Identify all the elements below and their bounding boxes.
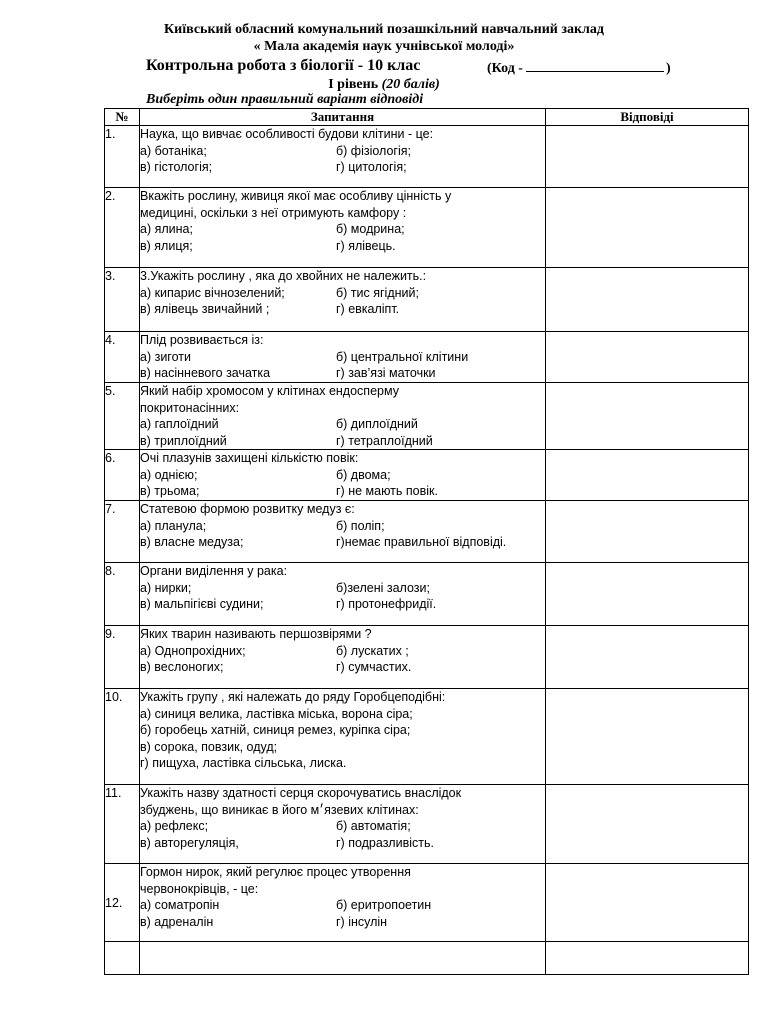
- question-cell: [140, 864, 546, 942]
- question-text: Який набір хромосом у клітинах ендосперму: [140, 384, 399, 398]
- answer-option: б) еритропоетин: [336, 898, 432, 912]
- answer-cell[interactable]: [546, 450, 749, 501]
- empty-number-cell: [105, 942, 140, 975]
- question-text: в) сорока, повзик, одуд;: [140, 739, 278, 754]
- question-cell: [140, 501, 546, 563]
- answer-option: в) насінневого зачатка: [140, 366, 271, 380]
- table-row: [105, 563, 749, 626]
- answer-cell[interactable]: [546, 332, 749, 383]
- answer-options-row: [140, 835, 545, 852]
- question-cell: [140, 626, 546, 689]
- question-cell: [140, 689, 546, 785]
- question-number: 11.: [105, 785, 140, 864]
- question-text: Укажіть групу , які належать до ряду Горобцеподібні:: [140, 690, 446, 704]
- question-number: 6.: [105, 450, 140, 501]
- answer-options-row: [140, 143, 545, 160]
- organization-name-line2: « Мала академія наук учнівської молоді»: [253, 39, 515, 54]
- answer-option: б) двома;: [336, 467, 391, 482]
- question-text: Укажіть назву здатності серця скорочуватись внаслідок: [140, 786, 462, 800]
- answer-option: б) диплоїдний: [336, 417, 418, 431]
- answer-cell[interactable]: [546, 563, 749, 626]
- answer-option: в) ялиця;: [140, 238, 193, 253]
- answer-option: а) ялина;: [140, 222, 193, 236]
- table-row: [105, 332, 749, 383]
- question-text: 3.Укажіть рослину , яка до хвойних не належить.:: [140, 269, 427, 283]
- table-row: [105, 126, 749, 188]
- answer-option: б) модрина;: [336, 222, 405, 236]
- question-text: Плід розвивається із:: [140, 333, 264, 347]
- code-field[interactable]: [487, 59, 671, 77]
- question-text: червонокрівців, - це:: [140, 881, 259, 896]
- level-line: [0, 77, 768, 93]
- level-label: І рівень: [328, 77, 379, 92]
- question-number: 2.: [105, 188, 140, 268]
- column-header-answer: Відповіді: [546, 109, 749, 126]
- answer-option: в) адреналін: [140, 914, 214, 929]
- answer-option: в) гістологія;: [140, 160, 213, 174]
- question-number: 4.: [105, 332, 140, 383]
- code-blank-line[interactable]: [526, 59, 664, 72]
- answer-options-row: [140, 659, 545, 676]
- answer-option: г) цитологія;: [336, 160, 407, 174]
- question-number: 12.: [105, 864, 140, 942]
- answer-option: в) мальпігієві судини;: [140, 597, 264, 611]
- table-row: [105, 268, 749, 332]
- answer-option: в) авторегуляція,: [140, 835, 239, 850]
- question-number: 1.: [105, 126, 140, 188]
- answer-option: б) фізіологія;: [336, 143, 412, 158]
- answer-options-row: [140, 643, 545, 660]
- answer-option: в) власне медуза;: [140, 535, 244, 549]
- answer-option: б)зелені залози;: [336, 580, 430, 595]
- answer-option: а) нирки;: [140, 580, 192, 595]
- empty-answer-cell[interactable]: [546, 942, 749, 975]
- table-row: [105, 689, 749, 785]
- level-points: (20 балів): [381, 77, 440, 92]
- answer-options-row: [140, 518, 545, 535]
- question-text: г) пищуха, ластівка сільська, лиска.: [140, 756, 347, 770]
- table-row: [105, 450, 749, 501]
- answer-option: г) зав’язі маточки: [336, 366, 436, 380]
- instruction: Виберіть один правильний варіант відповіді: [146, 92, 424, 107]
- question-text: Наука, що вивчає особливості будови клітини - це:: [140, 127, 434, 141]
- answer-options-row: [140, 914, 545, 931]
- answer-cell[interactable]: [546, 126, 749, 188]
- answer-option: а) планула;: [140, 518, 207, 533]
- question-text: покритонасінних:: [140, 400, 240, 415]
- answer-cell[interactable]: [546, 626, 749, 689]
- answer-option: а) Однопрохідних;: [140, 643, 246, 658]
- answer-options-row: [140, 238, 545, 255]
- question-text: Органи виділення у рака:: [140, 564, 288, 578]
- test-title: Контрольна робота з біології - 10 клас: [146, 57, 421, 74]
- question-cell: [140, 450, 546, 501]
- answer-option: г) ялівець.: [336, 238, 396, 253]
- answer-option: б) лускатих ;: [336, 643, 409, 658]
- question-cell: [140, 563, 546, 626]
- answer-options-row: [140, 365, 545, 382]
- table-row: [105, 188, 749, 268]
- answer-option: б) автоматія;: [336, 819, 411, 833]
- table-header-row: [105, 109, 749, 126]
- answer-cell[interactable]: [546, 188, 749, 268]
- answer-option: г) інсулін: [336, 914, 388, 929]
- question-text: Яких тварин називають першозвірями ?: [140, 627, 372, 641]
- question-text: Очі плазунів захищені кількістю повік:: [140, 451, 359, 465]
- answer-option: г) тетраплоїдний: [336, 433, 433, 448]
- answer-cell[interactable]: [546, 785, 749, 864]
- question-number: 10.: [105, 689, 140, 785]
- answer-option: г)немає правильної відповіді.: [336, 535, 507, 549]
- answer-options-row: [140, 467, 545, 484]
- question-number: 7.: [105, 501, 140, 563]
- answer-option: а) гаплоїдний: [140, 417, 219, 431]
- empty-question-cell: [140, 942, 546, 975]
- answer-option: а) однією;: [140, 467, 198, 482]
- answer-option: в) ялівець звичайний ;: [140, 302, 270, 316]
- answer-options-row: [140, 534, 545, 551]
- answer-cell[interactable]: [546, 501, 749, 563]
- answer-option: а) ботаніка;: [140, 143, 207, 158]
- question-text: Вкажіть рослину, живиця якої має особливу цінність у: [140, 189, 452, 203]
- answer-option: б) центральної клітини: [336, 349, 469, 364]
- answer-option: а) рефлекс;: [140, 819, 209, 833]
- question-cell: [140, 332, 546, 383]
- answer-options-row: [140, 433, 545, 450]
- answer-options-row: [140, 580, 545, 597]
- question-number: 5.: [105, 383, 140, 450]
- table-row: [105, 626, 749, 689]
- table-row: [105, 785, 749, 864]
- table-row: [105, 383, 749, 450]
- question-number: 8.: [105, 563, 140, 626]
- answer-options-row: [140, 596, 545, 613]
- column-header-question: Запитання: [140, 109, 546, 126]
- question-text: б) горобець хатній, синиця ремез, куріпка сіра;: [140, 723, 411, 737]
- organization-name-line1: Київський обласний комунальний позашкільний навчальний заклад: [164, 22, 604, 37]
- table-row: [105, 864, 749, 942]
- answer-cell[interactable]: [546, 268, 749, 332]
- question-text: медицині, оскільки з неї отримують камфору :: [140, 205, 407, 220]
- answer-option: г) протонефридії.: [336, 597, 437, 611]
- question-cell: [140, 785, 546, 864]
- table-row: [105, 501, 749, 563]
- answer-option: в) веслоногих;: [140, 660, 224, 674]
- question-text: Гормон нирок, який регулює процес утворення: [140, 865, 411, 879]
- question-text: а) синиця велика, ластівка міська, ворона сіра;: [140, 706, 413, 721]
- answer-cell[interactable]: [546, 689, 749, 785]
- question-number: 3.: [105, 268, 140, 332]
- answer-option: а) кипарис вічнозелений;: [140, 285, 285, 300]
- question-cell: [140, 383, 546, 450]
- answer-option: г) подразливість.: [336, 835, 434, 850]
- answer-options-row: [140, 897, 545, 914]
- answer-option: г) евкаліпт.: [336, 302, 400, 316]
- column-header-number: №: [105, 109, 140, 126]
- question-text: Статевою формою розвитку медуз є:: [140, 502, 355, 516]
- code-label: (Код -: [487, 61, 523, 76]
- answer-options-row: [140, 159, 545, 176]
- answer-option: а) зиготи: [140, 349, 191, 364]
- answer-option: в) триплоїдний: [140, 433, 227, 448]
- answer-option: б) поліп;: [336, 518, 385, 533]
- answer-options-row: [140, 349, 545, 366]
- answer-options-row: [140, 483, 545, 500]
- answer-options-row: [140, 818, 545, 835]
- answer-options-row: [140, 416, 545, 433]
- answer-cell[interactable]: [546, 864, 749, 942]
- answer-options-row: [140, 221, 545, 238]
- answer-options-row: [140, 301, 545, 318]
- answer-option: б) тис ягідний;: [336, 285, 419, 300]
- code-close: ): [665, 61, 671, 76]
- question-cell: [140, 188, 546, 268]
- questions-body: [105, 126, 749, 975]
- answer-cell[interactable]: [546, 383, 749, 450]
- answer-option: в) трьома;: [140, 484, 200, 498]
- answer-option: г) не мають повік.: [336, 484, 438, 498]
- table-row-empty: [105, 942, 749, 975]
- question-cell: [140, 268, 546, 332]
- question-text: збуджень, що виникає в його м׳язевих клітинах:: [140, 802, 419, 817]
- answer-option: г) сумчастих.: [336, 660, 412, 674]
- answer-option: а) соматропін: [140, 898, 220, 912]
- answer-options-row: [140, 285, 545, 302]
- question-number: 9.: [105, 626, 140, 689]
- question-cell: [140, 126, 546, 188]
- questions-table: [104, 108, 749, 975]
